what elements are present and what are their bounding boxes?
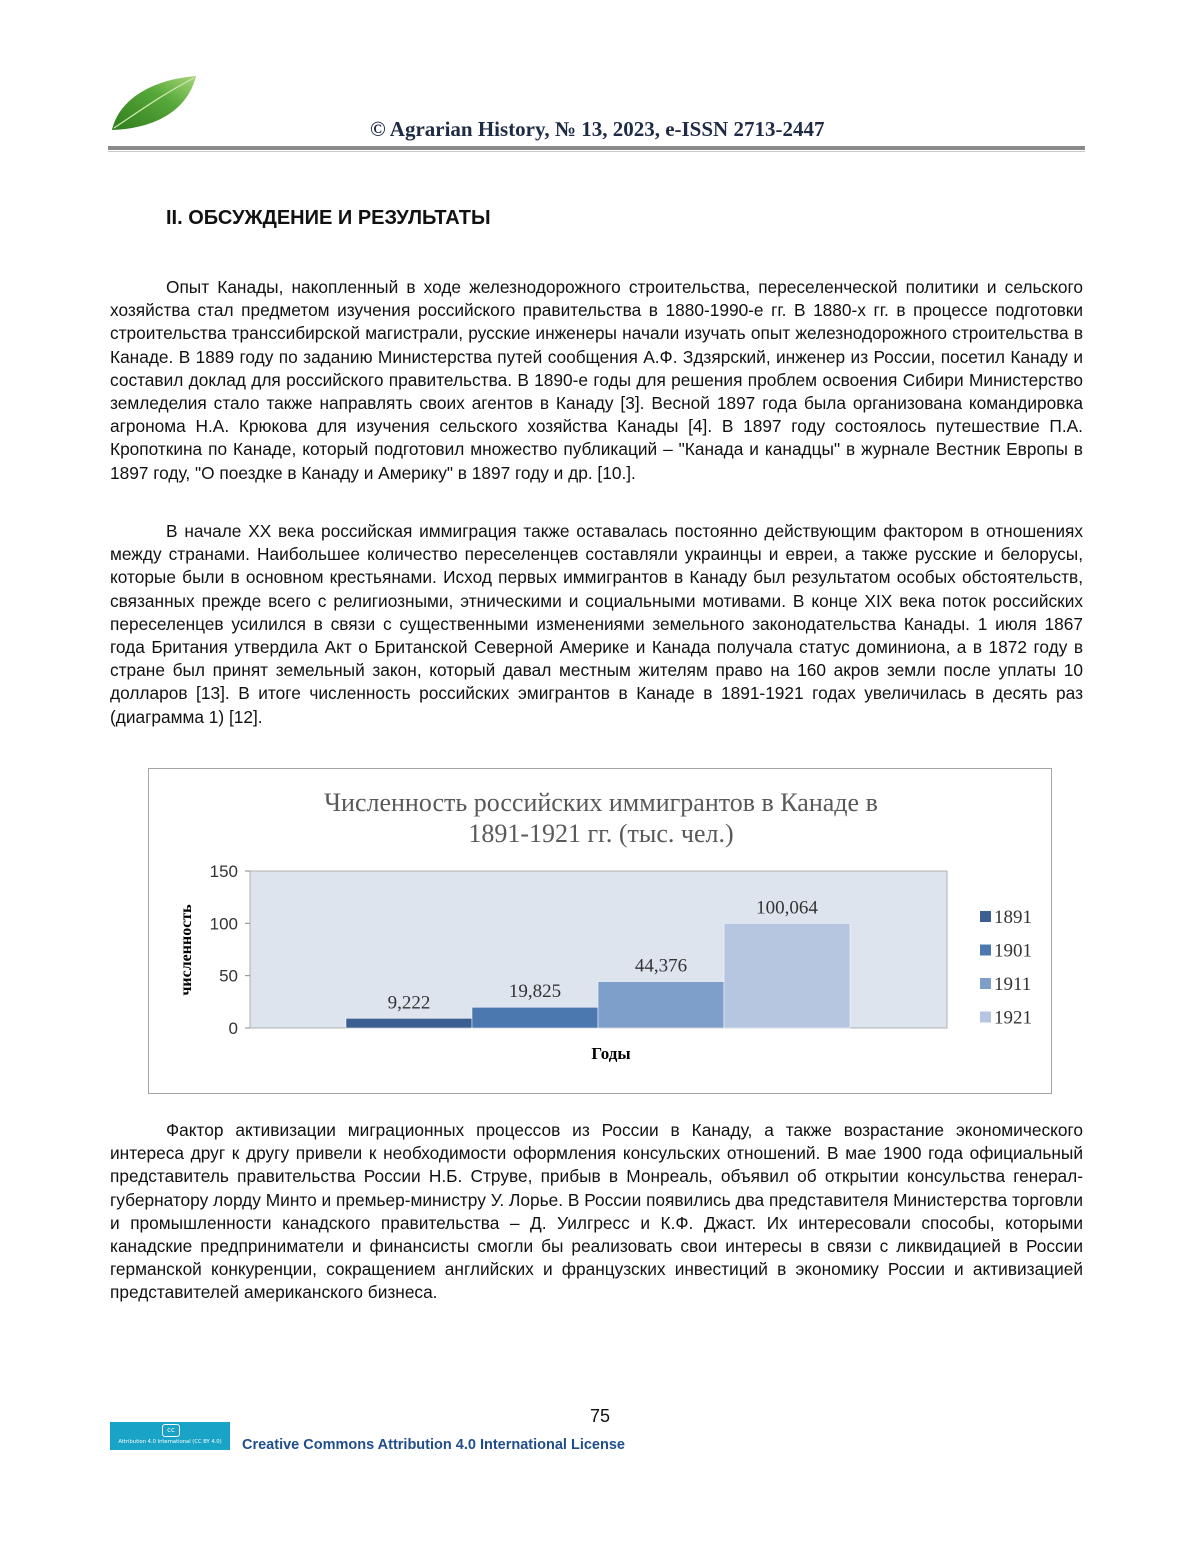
data-label-1891: 9,222	[387, 992, 431, 1014]
chart-title-line-2: 1891-1921 гг. (тыс. чел.)	[468, 819, 734, 848]
data-label-1901: 19,825	[508, 981, 562, 1003]
legend-label-1901: 1901	[994, 940, 1032, 962]
bar-1921	[724, 923, 850, 1028]
legend-swatch-1901	[980, 945, 991, 956]
leaf-logo	[108, 72, 200, 134]
y-tick-label: 50	[219, 966, 238, 986]
y-tick-label: 0	[228, 1019, 238, 1038]
bar-1891	[346, 1018, 472, 1028]
data-label-1911: 44,376	[634, 955, 688, 977]
cc-logo-icon: cc	[162, 1424, 180, 1437]
bar-1901	[472, 1007, 598, 1028]
bar-1911	[598, 982, 724, 1028]
x-axis-label: Годы	[591, 1044, 631, 1063]
cc-license-badge[interactable]	[110, 1422, 230, 1450]
paragraph-2: В начале XX века российская иммиграция также оставалась постоянно действующим фактором в отношениях между странами. Наибольшее количество переселенцев составляли украинцы и евреи, а также русские и белорусы, которые были в основном крестьянами. Исход первых иммигрантов в Канаду был результатом особых обстоятельств, связанных прежде всего с религиозными, этническими и социальными мотивами. В конце XIX века поток российских переселенцев усилился в связи с существенными изменениями земельного законодательства Канады. 1 июля 1867 года Британия утвердила Акт о Британской Северной Америке и Канада получала статус доминиона, а в 1872 году в стране был принят земельный закон, который давал местным жителям право на 160 акров земли после уплаты 10 долларов [13]. В итоге численность российских эмигрантов в Канаде в 1891-1921 годах увеличилась в десять раз (диаграмма 1) [12].	[110, 521, 1083, 727]
immigrants-chart	[148, 768, 1052, 1094]
journal-header: © Agrarian History, № 13, 2023, e-ISSN 2713-2447	[370, 117, 825, 141]
cc-badge-text: Attribution 4.0 International (CC BY 4.0)	[118, 1439, 222, 1445]
chart-title-line-1: Численность российских иммигрантов в Канаде в	[324, 788, 878, 817]
header-rule	[108, 146, 1085, 150]
license-link[interactable]: Creative Commons Attribution 4.0 International License	[242, 1437, 625, 1453]
legend-label-1921: 1921	[994, 1007, 1032, 1029]
header-rule-thin	[108, 151, 1085, 152]
legend-swatch-1921	[980, 1012, 991, 1023]
page-number: 75	[589, 1406, 611, 1426]
legend-label-1911: 1911	[994, 974, 1032, 995]
paragraph-3: Фактор активизации миграционных процессов из России в Канаду, а также возрастание экономического интереса друг к другу привели к необходимости оформления консульских отношений. В мае 1900 года официальный представитель правительства России Н.Б. Струве, прибыв в Монреаль, объявил об открытии консульства генерал-губернатору лорду Минто и премьер-министру У. Лорье. В России появились два представителя Министерства торговли и промышленности канадского правительства – Д. Уилгресс и К.Ф. Джаст. Их интересовали способы, которыми канадские предприниматели и финансисты смогли бы реализовать свои интересы в связи с ликвидацией в России германской конкуренции, сокращением английских и французских инвестиций в экономику России и активизацией представителей американского бизнеса.	[110, 1120, 1083, 1303]
y-axis-label: численность	[178, 904, 195, 996]
legend-swatch-1911	[980, 978, 991, 989]
section-heading: II. ОБСУЖДЕНИЕ И РЕЗУЛЬТАТЫ	[166, 207, 491, 229]
y-tick-label: 150	[209, 862, 238, 881]
legend-label-1891: 1891	[994, 907, 1032, 928]
data-label-1921: 100,064	[756, 897, 818, 919]
chart-svg	[149, 769, 1053, 1095]
paragraph-1: Опыт Канады, накопленный в ходе железнодорожного строительства, переселенческой политики и сельского хозяйства стал предметом изучения российского правительства в 1880-1990-е гг. В 1880-х гг. в процессе подготовки строительства транссибирской магистрали, русские инженеры начали изучать опыт железнодорожного строительства в Канаде. В 1889 году по заданию Министерства путей сообщения А.Ф. Здзярский, инженер из России, посетил Канаду и составил доклад для российского правительства. В 1890-е годы для решения проблем освоения Сибири Министерство земледелия стало также направлять своих агентов в Канаду [3]. Весной 1897 года была организована командировка агронома Н.А. Крюкова для изучения сельского хозяйства Канады [4]. В 1897 году состоялось путешествие П.А. Кропоткина по Канаде, который подготовил множество публикаций – "Канада и канадцы" в журнале Вестник Европы в 1897 году, "О поездке в Канаду и Америку" в 1897 году и др. [10.].	[110, 277, 1083, 483]
legend-swatch-1891	[980, 911, 991, 922]
y-tick-label: 100	[209, 914, 238, 934]
